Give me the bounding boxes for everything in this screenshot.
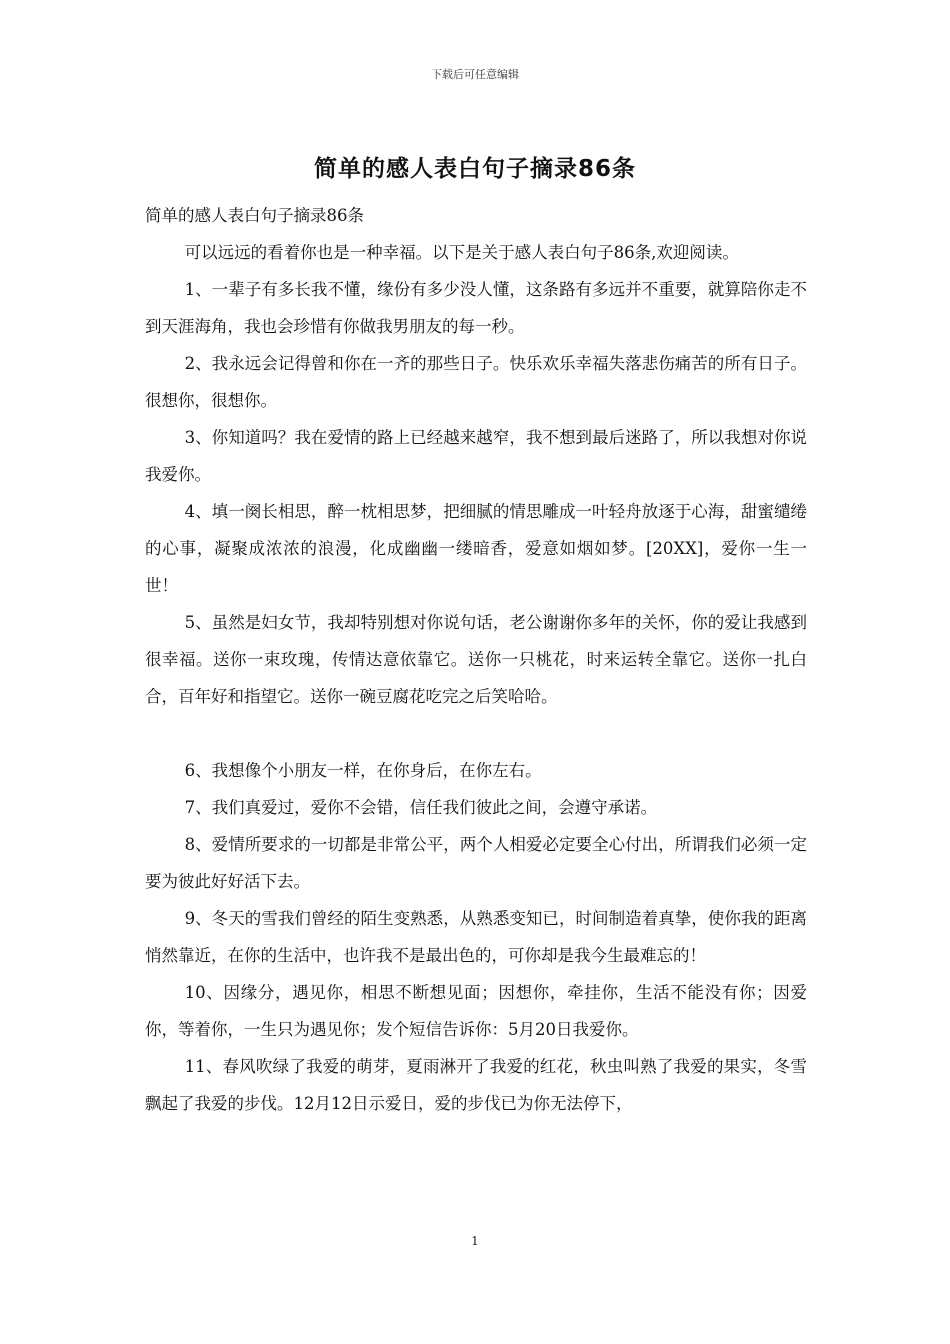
list-item: 4、填一阕长相思，醉一枕相思梦，把细腻的情思雕成一叶轻舟放逐于心海，甜蜜缱绻的心事，凝聚成浓浓的浪漫，化成幽幽一缕暗香，爱意如烟如梦。[20XX]，爱你一生一世！ bbox=[145, 502, 807, 595]
intro-paragraph: 可以远远的看着你也是一种幸福。以下是关于感人表白句子86条,欢迎阅读。 bbox=[184, 243, 739, 262]
document-body bbox=[145, 197, 807, 1122]
list-item: 8、爱情所要求的一切都是非常公平，两个人相爱必定要全心付出，所谓我们必须一定要为彼此好好活下去。 bbox=[145, 835, 807, 891]
list-item: 10、因缘分，遇见你，相思不断想见面；因想你，牵挂你，生活不能没有你；因爱你，等着你，一生只为遇见你；发个短信告诉你：5月20日我爱你。 bbox=[145, 983, 807, 1039]
page-number: 1 bbox=[471, 1234, 479, 1248]
paragraph-spacer bbox=[145, 715, 807, 752]
list-item: 6、我想像个小朋友一样，在你身后，在你左右。 bbox=[184, 761, 542, 780]
list-item: 5、虽然是妇女节，我却特别想对你说句话，老公谢谢你多年的关怀，你的爱让我感到很幸福。送你一束玫瑰，传情达意依靠它。送你一只桃花，时来运转全靠它。送你一扎白合，百年好和指望它。送你一碗豆腐花吃完之后笑哈哈。 bbox=[145, 613, 807, 706]
header-note: 下载后可任意编辑 bbox=[431, 68, 519, 81]
list-item: 1、一辈子有多长我不懂，缘份有多少没人懂，这条路有多远并不重要，就算陪你走不到天涯海角，我也会珍惜有你做我男朋友的每一秒。 bbox=[145, 280, 807, 336]
list-item: 3、你知道吗？我在爱情的路上已经越来越窄，我不想到最后迷路了，所以我想对你说我爱你。 bbox=[145, 428, 807, 484]
list-item: 11、春风吹绿了我爱的萌芽，夏雨淋开了我爱的红花，秋虫叫熟了我爱的果实，冬雪飘起了我爱的步伐。12月12日示爱日，爱的步伐已为你无法停下， bbox=[145, 1057, 807, 1113]
document-title: 简单的感人表白句子摘录86条 bbox=[313, 156, 636, 182]
list-item: 7、我们真爱过，爱你不会错，信任我们彼此之间，会遵守承诺。 bbox=[184, 798, 658, 817]
list-item: 2、我永远会记得曾和你在一齐的那些日子。快乐欢乐幸福失落悲伤痛苦的所有日子。很想你，很想你。 bbox=[145, 354, 807, 410]
document-subtitle: 简单的感人表白句子摘录86条 bbox=[145, 206, 364, 225]
list-item: 9、冬天的雪我们曾经的陌生变熟悉，从熟悉变知已，时间制造着真挚，使你我的距离悄然靠近，在你的生活中，也许我不是最出色的，可你却是我今生最难忘的！ bbox=[145, 909, 807, 965]
